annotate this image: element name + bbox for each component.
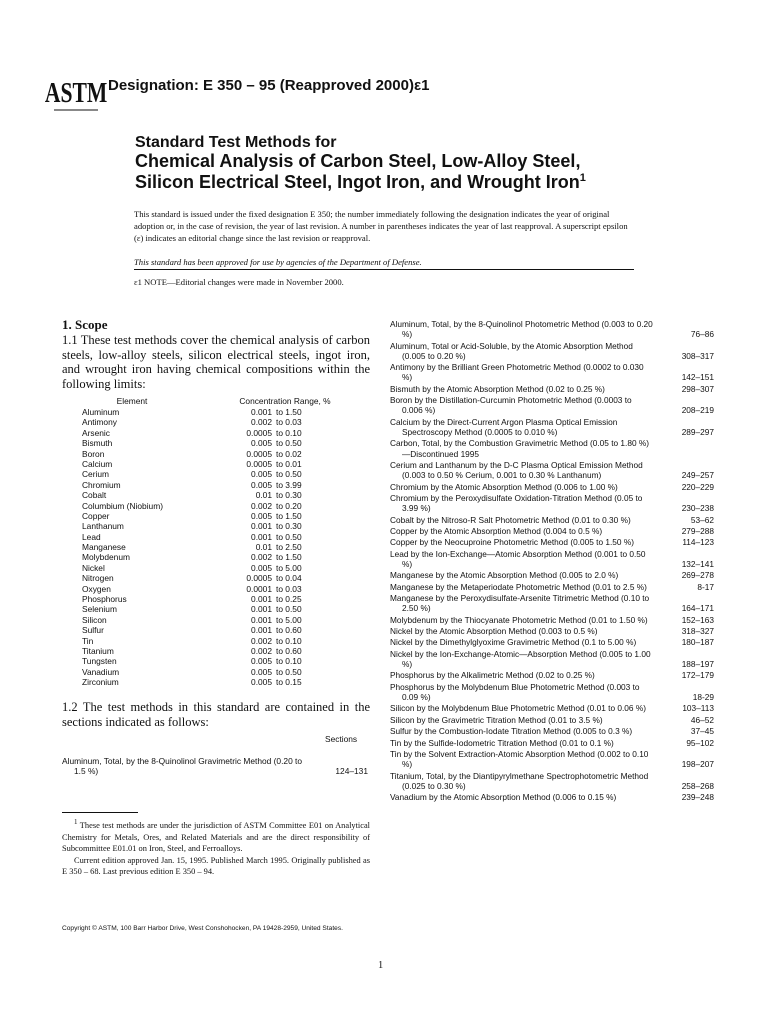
range-high: to 1.50 bbox=[276, 552, 302, 563]
element-table-body bbox=[62, 407, 368, 688]
range-low: 0.001 bbox=[251, 407, 272, 417]
range-low: 0.005 bbox=[251, 677, 272, 688]
element-row bbox=[62, 417, 368, 427]
range-low: 0.0001 bbox=[246, 583, 272, 594]
toc-sections: 279–288 bbox=[681, 525, 714, 536]
element-row bbox=[62, 459, 368, 469]
range-high: to 0.50 bbox=[276, 438, 302, 449]
range-high: to 1.50 bbox=[276, 510, 302, 521]
toc-method: Silicon by the Molybdenum Blue Photometric Method (0.01 to 0.06 %) bbox=[390, 703, 646, 714]
element-name: Cerium bbox=[82, 469, 109, 480]
range-low: 0.0005 bbox=[246, 573, 272, 584]
toc-method: Nickel by the Ion-Exchange-Atomic—Absorption Method (0.005 to 1.00 %) bbox=[390, 648, 651, 670]
range-low: 0.005 bbox=[251, 469, 272, 480]
toc-sections: 46–52 bbox=[690, 714, 714, 725]
toc-method: Antimony by the Brilliant Green Photometric Method (0.0002 to 0.030 %) bbox=[390, 362, 644, 383]
toc-method: Cobalt by the Nitroso-R Salt Photometric Method (0.01 to 0.30 %) bbox=[390, 514, 631, 525]
toc-entry bbox=[390, 460, 714, 480]
toc-sections: 249–257 bbox=[681, 470, 714, 481]
toc-entry bbox=[390, 792, 714, 802]
toc-entry bbox=[390, 537, 714, 547]
range-high: to 0.03 bbox=[276, 417, 302, 428]
range-low: 0.0005 bbox=[246, 458, 272, 469]
element-name: Lead bbox=[82, 531, 101, 542]
range-low: 0.0005 bbox=[246, 427, 272, 438]
toc-method: Bismuth by the Atomic Absorption Method (0.02 to 0.25 %) bbox=[390, 383, 605, 394]
element-name: Calcium bbox=[82, 458, 113, 469]
toc-method: Boron by the Distillation-Curcumin Photometric Method (0.0003 to 0.006 %) bbox=[390, 395, 632, 416]
element-name: Cobalt bbox=[82, 490, 107, 501]
range-high: to 2.50 bbox=[276, 542, 302, 553]
element-row bbox=[62, 552, 368, 562]
toc-sections: 269–278 bbox=[681, 570, 714, 581]
toc-sections: 103–113 bbox=[682, 703, 714, 714]
title-footnote-mark: 1 bbox=[579, 172, 586, 184]
toc-method: Titanium, Total, by the Diantipyrylmethane Spectrophotometric Method (0.025 to 0.30 %) bbox=[390, 770, 649, 791]
range-low: 0.005 bbox=[251, 438, 272, 449]
range-low: 0.001 bbox=[251, 614, 272, 625]
toc-sections: 124–131 bbox=[335, 766, 368, 777]
toc-method: Manganese by the Metaperiodate Photometric Method (0.01 to 2.5 %) bbox=[390, 581, 647, 592]
toc-method: Tin by the Sulfide-Iodometric Titration Method (0.01 to 0.1 %) bbox=[390, 737, 614, 748]
astm-logo-text: ASTM bbox=[44, 75, 108, 109]
element-name: Antimony bbox=[82, 417, 117, 428]
range-high: to 0.20 bbox=[276, 500, 302, 511]
element-name: Titanium bbox=[82, 645, 114, 656]
range-high: to 0.03 bbox=[276, 583, 302, 594]
toc-right-column bbox=[390, 319, 714, 804]
toc-entry bbox=[390, 670, 714, 680]
toc-sections: 132–141 bbox=[681, 558, 714, 569]
range-high: to 0.15 bbox=[276, 677, 302, 688]
range-high: to 0.10 bbox=[276, 635, 302, 646]
element-name: Aluminum bbox=[82, 407, 120, 417]
page-number: 1 bbox=[378, 960, 384, 971]
toc-sections: 53–62 bbox=[690, 514, 714, 525]
element-row bbox=[62, 615, 368, 625]
toc-sections: 298–307 bbox=[681, 383, 714, 394]
range-low: 0.002 bbox=[251, 552, 272, 563]
footnote-para-2: Current edition approved Jan. 15, 1995. Published March 1995. Originally published as E 350 – 68. Last previous edition E 350 – 94. bbox=[62, 855, 370, 877]
element-row bbox=[62, 449, 368, 459]
element-row bbox=[62, 646, 368, 656]
range-low: 0.001 bbox=[251, 604, 272, 615]
range-high: to 0.60 bbox=[276, 625, 302, 636]
toc-entry bbox=[390, 703, 714, 713]
toc-entry bbox=[390, 626, 714, 636]
element-row bbox=[62, 573, 368, 583]
element-name: Tin bbox=[82, 635, 94, 646]
footnote-text-1: These test methods are under the jurisdiction of ASTM Committee E01 on Analytical Chemistry for Metals, Ores, and Related Materials and are the direct responsibility of Subcommittee E01.01 on Iron, Steel, and Ferroalloys. bbox=[62, 821, 370, 854]
toc-entry bbox=[390, 570, 714, 580]
element-row bbox=[62, 469, 368, 479]
element-row bbox=[62, 542, 368, 552]
issued-statement: This standard is issued under the fixed designation E 350; the number immediately following the designation indicates the year of original adoption or, in the case of revision, the year of last revision. A number in parentheses indicates the year of last reapproval. A superscript epsilon (ε) indicates an editorial change since the last revision or reapproval. bbox=[134, 209, 628, 243]
element-row bbox=[62, 625, 368, 635]
toc-method: Manganese by the Peroxydisulfate-Arsenite Titrimetric Method (0.10 to 2.50 %) bbox=[390, 593, 650, 614]
range-high: to 0.10 bbox=[276, 656, 302, 667]
sections-label: Sections bbox=[325, 734, 358, 744]
element-name: Copper bbox=[82, 510, 110, 521]
element-row bbox=[62, 480, 368, 490]
element-name: Oxygen bbox=[82, 583, 111, 594]
toc-entry bbox=[390, 417, 714, 437]
toc-entry bbox=[62, 756, 368, 776]
toc-entry bbox=[390, 482, 714, 492]
range-high: to 0.01 bbox=[276, 458, 302, 469]
range-high: to 0.50 bbox=[276, 531, 302, 542]
element-name: Nickel bbox=[82, 562, 105, 573]
element-row bbox=[62, 656, 368, 666]
toc-method: Vanadium by the Atomic Absorption Method (0.006 to 0.15 %) bbox=[390, 792, 617, 803]
toc-method: Calcium by the Direct-Current Argon Plasma Optical Emission Spectroscopy Method (0.0005 to 0.010 %) bbox=[390, 416, 618, 437]
range-high: to 5.00 bbox=[276, 614, 302, 625]
title-line-2: Chemical Analysis of Carbon Steel, Low-Alloy Steel, Silicon Electrical Steel, Ingot Iron, and Wrought Iron bbox=[135, 151, 581, 192]
toc-sections: 308–317 bbox=[681, 350, 714, 361]
toc-method: Copper by the Neocuproine Photometric Method (0.005 to 1.50 %) bbox=[390, 537, 634, 548]
element-col-header: Element bbox=[116, 396, 148, 406]
element-name: Tungsten bbox=[82, 656, 117, 667]
toc-sections: 8-17 bbox=[697, 581, 714, 592]
toc-entry bbox=[390, 637, 714, 647]
toc-entry bbox=[390, 749, 714, 769]
range-low: 0.001 bbox=[251, 625, 272, 636]
toc-entry bbox=[390, 526, 714, 536]
element-row bbox=[62, 563, 368, 573]
element-row bbox=[62, 521, 368, 531]
range-low: 0.001 bbox=[251, 521, 272, 532]
toc-entry bbox=[390, 726, 714, 736]
toc-sections: 230–238 bbox=[681, 503, 714, 514]
element-row bbox=[62, 677, 368, 687]
footnote-para-1 bbox=[62, 820, 370, 855]
toc-method: Silicon by the Gravimetric Titration Method (0.01 to 3.5 %) bbox=[390, 714, 603, 725]
range-low: 0.005 bbox=[251, 656, 272, 667]
scope-paragraph-1-2: 1.2 The test methods in this standard are contained in the sections indicated as follows: bbox=[62, 700, 370, 729]
range-high: to 0.02 bbox=[276, 448, 302, 459]
toc-method: Lead by the Ion-Exchange—Atomic Absorption Method (0.001 to 0.50 %) bbox=[390, 548, 646, 569]
toc-sections: 198–207 bbox=[681, 759, 714, 770]
range-low: 0.001 bbox=[251, 594, 272, 605]
document-title bbox=[135, 151, 635, 193]
footnote-mark: 1 bbox=[74, 818, 78, 827]
range-high: to 0.04 bbox=[276, 573, 302, 584]
element-name: Columbium (Niobium) bbox=[82, 500, 163, 511]
range-low: 0.005 bbox=[251, 666, 272, 677]
toc-sections: 180–187 bbox=[681, 637, 714, 648]
range-low: 0.002 bbox=[251, 645, 272, 656]
toc-entry bbox=[390, 515, 714, 525]
range-low: 0.002 bbox=[251, 635, 272, 646]
toc-sections: 258–268 bbox=[681, 780, 714, 791]
range-high: to 0.50 bbox=[276, 469, 302, 480]
toc-sections: 142–151 bbox=[681, 372, 714, 383]
editorial-note: ε1 NOTE—Editorial changes were made in November 2000. bbox=[134, 277, 344, 287]
toc-method: Aluminum, Total, by the 8-Quinolinol Gravimetric Method (0.20 to 1.5 %) bbox=[62, 756, 303, 777]
toc-sections: 220–229 bbox=[681, 481, 714, 492]
toc-entry bbox=[390, 319, 714, 339]
element-row bbox=[62, 428, 368, 438]
toc-sections: 164–171 bbox=[681, 603, 714, 614]
element-name: Arsenic bbox=[82, 427, 110, 438]
element-name: Boron bbox=[82, 448, 105, 459]
range-high: to 0.10 bbox=[276, 427, 302, 438]
toc-sections: 172–179 bbox=[681, 670, 714, 681]
element-name: Bismuth bbox=[82, 438, 113, 449]
element-name: Zirconium bbox=[82, 677, 119, 688]
toc-sections: 76–86 bbox=[690, 329, 714, 340]
range-high: to 0.50 bbox=[276, 604, 302, 615]
designation: Designation: E 350 – 95 (Reapproved 2000)ε1 bbox=[108, 77, 430, 94]
element-name: Molybdenum bbox=[82, 552, 130, 563]
element-row bbox=[62, 511, 368, 521]
range-low: 0.01 bbox=[255, 542, 272, 553]
element-row bbox=[62, 636, 368, 646]
toc-entry bbox=[390, 771, 714, 791]
toc-entry bbox=[390, 384, 714, 394]
footnote bbox=[62, 820, 370, 878]
range-high: to 3.99 bbox=[276, 479, 302, 490]
toc-entry bbox=[390, 549, 714, 569]
toc-sections: 18-29 bbox=[692, 692, 714, 703]
range-high: to 0.60 bbox=[276, 645, 302, 656]
toc-sections: 289–297 bbox=[681, 426, 714, 437]
toc-sections: 152–163 bbox=[681, 614, 714, 625]
element-row bbox=[62, 438, 368, 448]
toc-entry bbox=[390, 715, 714, 725]
copyright: Copyright © ASTM, 100 Barr Harbor Drive, West Conshohocken, PA 19428-2959, United States. bbox=[62, 925, 343, 932]
range-low: 0.005 bbox=[251, 562, 272, 573]
toc-entry bbox=[390, 582, 714, 592]
range-high: to 5.00 bbox=[276, 562, 302, 573]
toc-sections: 239–248 bbox=[681, 792, 714, 803]
scope-paragraph-1-1: 1.1 These test methods cover the chemical analysis of carbon steels, low-alloy steels, silicon electrical steels, ingot iron, and wrought iron having chemical compositions within the following limits: bbox=[62, 333, 370, 391]
toc-method: Chromium by the Peroxydisulfate Oxidation-Titration Method (0.05 to 3.99 %) bbox=[390, 492, 643, 514]
toc-entry bbox=[390, 493, 714, 513]
toc-method: Molybdenum by the Thiocyanate Photometric Method (0.01 to 1.50 %) bbox=[390, 614, 648, 625]
toc-method: Chromium by the Atomic Absorption Method (0.006 to 1.00 %) bbox=[390, 481, 618, 492]
range-low: 0.002 bbox=[251, 500, 272, 511]
range-high: to 0.30 bbox=[276, 490, 302, 501]
element-row bbox=[62, 407, 368, 417]
astm-logo bbox=[44, 72, 108, 114]
element-name: Nitrogen bbox=[82, 573, 114, 584]
toc-entry bbox=[390, 738, 714, 748]
range-low: 0.01 bbox=[255, 490, 272, 501]
toc-sections: 188–197 bbox=[681, 659, 714, 670]
toc-method: Tin by the Solvent Extraction-Atomic Absorption Method (0.002 to 0.10 %) bbox=[390, 748, 649, 770]
toc-sections: 37–45 bbox=[690, 726, 714, 737]
scope-heading: 1. Scope bbox=[62, 317, 108, 332]
element-row bbox=[62, 532, 368, 542]
element-name: Lanthanum bbox=[82, 521, 124, 532]
element-row bbox=[62, 501, 368, 511]
element-row bbox=[62, 584, 368, 594]
toc-left-column bbox=[62, 756, 368, 776]
toc-entry bbox=[390, 682, 714, 702]
element-name: Selenium bbox=[82, 604, 117, 615]
title-line-1: Standard Test Methods for bbox=[135, 134, 337, 151]
toc-method: Copper by the Atomic Absorption Method (0.004 to 0.5 %) bbox=[390, 525, 603, 536]
range-low: 0.002 bbox=[251, 417, 272, 428]
element-name: Silicon bbox=[82, 614, 107, 625]
dod-approval: This standard has been approved for use by agencies of the Department of Defense. bbox=[134, 257, 422, 267]
toc-method: Aluminum, Total, by the 8-Quinolinol Photometric Method (0.003 to 0.20 %) bbox=[390, 319, 653, 340]
toc-entry bbox=[390, 593, 714, 613]
range-low: 0.005 bbox=[251, 479, 272, 490]
element-table-header bbox=[62, 396, 368, 407]
element-row bbox=[62, 594, 368, 604]
toc-method: Phosphorus by the Molybdenum Blue Photometric Method (0.003 to 0.09 %) bbox=[390, 681, 640, 703]
toc-entry bbox=[390, 649, 714, 669]
range-low: 0.005 bbox=[251, 510, 272, 521]
toc-method: Aluminum, Total or Acid-Soluble, by the Atomic Absorption Method (0.005 to 0.20 %) bbox=[390, 340, 633, 361]
range-low: 0.001 bbox=[251, 531, 272, 542]
element-name: Chromium bbox=[82, 479, 121, 490]
element-name: Vanadium bbox=[82, 666, 120, 677]
toc-method: Phosphorus by the Alkalimetric Method (0.02 to 0.25 %) bbox=[390, 670, 595, 681]
toc-entry bbox=[390, 438, 714, 458]
toc-method: Sulfur by the Combustion-Iodate Titration Method (0.005 to 0.3 %) bbox=[390, 726, 633, 737]
toc-entry bbox=[390, 615, 714, 625]
element-name: Sulfur bbox=[82, 625, 104, 636]
element-name: Phosphorus bbox=[82, 594, 127, 605]
element-row bbox=[62, 604, 368, 614]
toc-method: Carbon, Total, by the Combustion Gravimetric Method (0.05 to 1.80 %)—Discontinued 1995 bbox=[390, 438, 650, 459]
toc-sections: 114–123 bbox=[682, 537, 714, 548]
range-high: to 1.50 bbox=[276, 407, 302, 417]
divider bbox=[134, 269, 634, 270]
toc-method: Nickel by the Atomic Absorption Method (0.003 to 0.5 %) bbox=[390, 626, 598, 637]
range-low: 0.0005 bbox=[246, 448, 272, 459]
element-name: Manganese bbox=[82, 542, 126, 553]
toc-sections: 95–102 bbox=[686, 737, 714, 748]
footnote-divider bbox=[62, 812, 138, 813]
toc-sections: 208–219 bbox=[681, 405, 714, 416]
element-row bbox=[62, 490, 368, 500]
range-high: to 0.25 bbox=[276, 594, 302, 605]
toc-entry bbox=[390, 341, 714, 361]
toc-entry bbox=[390, 395, 714, 415]
toc-method: Cerium and Lanthanum by the D-C Plasma Optical Emission Method (0.003 to 0.50 % Cerium, 0.001 to 0.30 % Lanthanum) bbox=[390, 459, 643, 481]
range-high: to 0.30 bbox=[276, 521, 302, 532]
toc-method: Manganese by the Atomic Absorption Method (0.005 to 2.0 %) bbox=[390, 570, 619, 581]
toc-method: Nickel by the Dimethylglyoxime Gravimetric Method (0.1 to 5.00 %) bbox=[390, 637, 637, 648]
element-row bbox=[62, 667, 368, 677]
element-range-table bbox=[62, 396, 368, 688]
range-col-header: Concentration Range, % bbox=[239, 396, 331, 406]
toc-sections: 318–327 bbox=[681, 626, 714, 637]
range-high: to 0.50 bbox=[276, 666, 302, 677]
toc-entry bbox=[390, 362, 714, 382]
